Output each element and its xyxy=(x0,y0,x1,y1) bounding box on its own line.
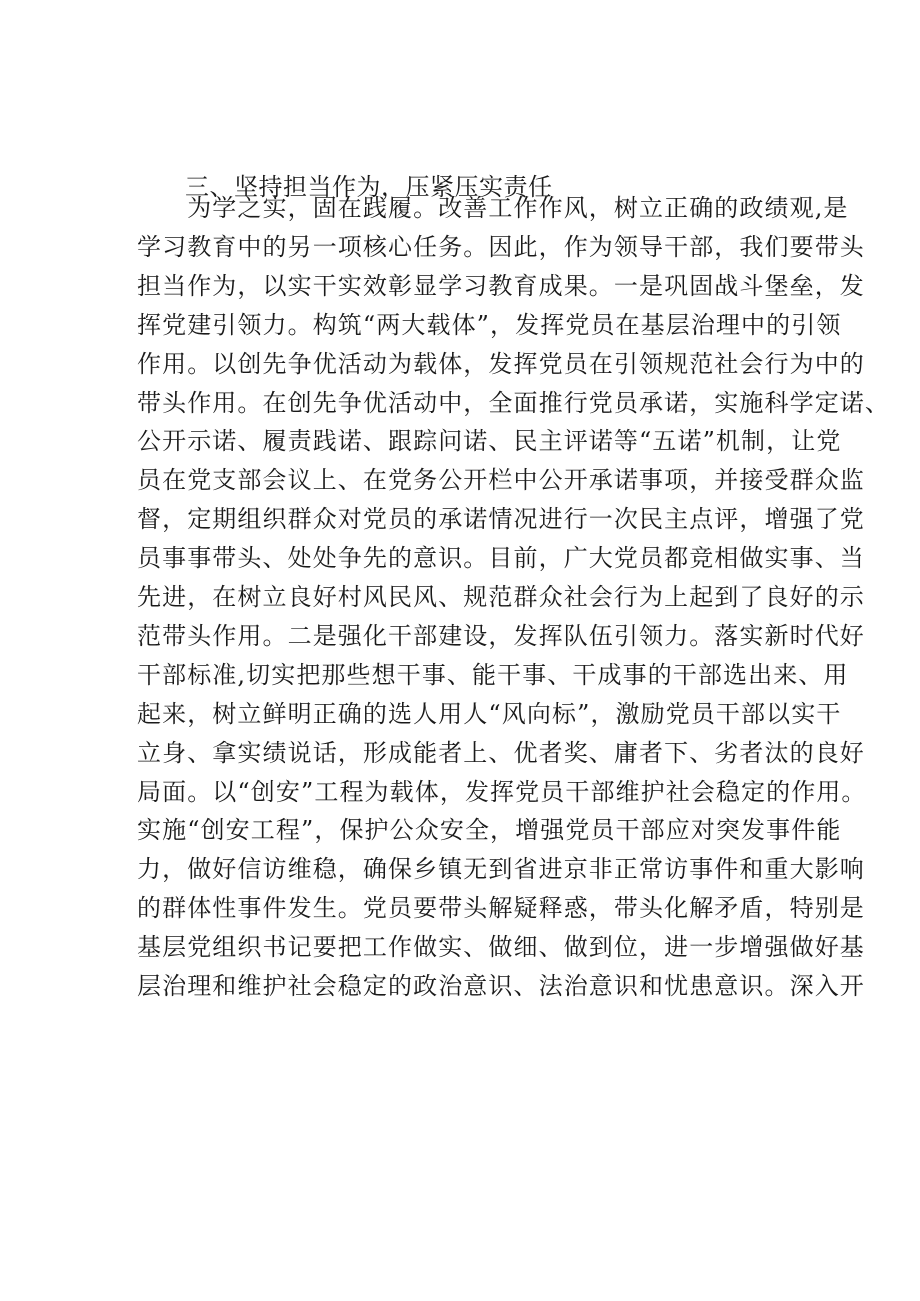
body-line: 公开示诺、履责践诺、跟踪问诺、民主评诺等“五诺”机制，让党 xyxy=(137,427,842,456)
body-line: 带头作用。在创先争优活动中，全面推行党员承诺，实施科学定诺、 xyxy=(137,388,890,417)
body-line: 实施“创安工程”，保护公众安全，增强党员干部应对突发事件能 xyxy=(137,816,842,845)
body-line: 基层党组织书记要把工作做实、做细、做到位，进一步增强做好基 xyxy=(137,933,865,962)
body-line: 员事事带头、处处争先的意识。目前，广大党员都竞相做实事、当 xyxy=(137,544,865,573)
body-line: 局面。以“创安”工程为载体，发挥党员干部维护社会稳定的作用。 xyxy=(137,777,867,806)
body-line: 作用。以创先争优活动为载体，发挥党员在引领规范社会行为中的 xyxy=(137,349,865,378)
body-line: 力，做好信访维稳，确保乡镇无到省进京非正常访事件和重大影响 xyxy=(137,855,865,884)
section-heading: 三、坚持担当作为，压紧压实责任 xyxy=(185,173,553,201)
body-line: 为学之实，固在践履。改善工作作风，树立正确的政绩观,是 xyxy=(137,194,849,222)
body-line: 先进，在树立良好村风民风、规范群众社会行为上起到了良好的示 xyxy=(137,583,865,611)
body-line: 学习教育中的另一项核心任务。因此，作为领导干部，我们要带头 xyxy=(137,232,865,261)
body-line: 担当作为，以实干实效彰显学习教育成果。一是巩固战斗堡垒，发 xyxy=(137,271,865,300)
body-line: 立身、拿实绩说话，形成能者上、优者奖、庸者下、劣者汰的良好 xyxy=(137,738,865,767)
body-line: 干部标准,切实把那些想干事、能干事、干成事的干部选出来、用 xyxy=(137,660,849,689)
body-line: 层治理和维护社会稳定的政治意识、法治意识和忧患意识。深入开 xyxy=(137,972,865,1000)
body-line: 员在党支部会议上、在党务公开栏中公开承诺事项，并接受群众监 xyxy=(137,466,865,495)
body-line: 的群体性事件发生。党员要带头解疑释惑，带头化解矛盾，特别是 xyxy=(137,894,865,923)
body-line: 范带头作用。二是强化干部建设，发挥队伍引领力。落实新时代好 xyxy=(137,621,865,650)
body-line: 挥党建引领力。构筑“两大载体”，发挥党员在基层治理中的引领 xyxy=(137,310,842,339)
body-line: 督，定期组织群众对党员的承诺情况进行一次民主点评，增强了党 xyxy=(137,505,865,534)
body-line: 起来，树立鲜明正确的选人用人“风向标”，激励党员干部以实干 xyxy=(137,699,842,728)
